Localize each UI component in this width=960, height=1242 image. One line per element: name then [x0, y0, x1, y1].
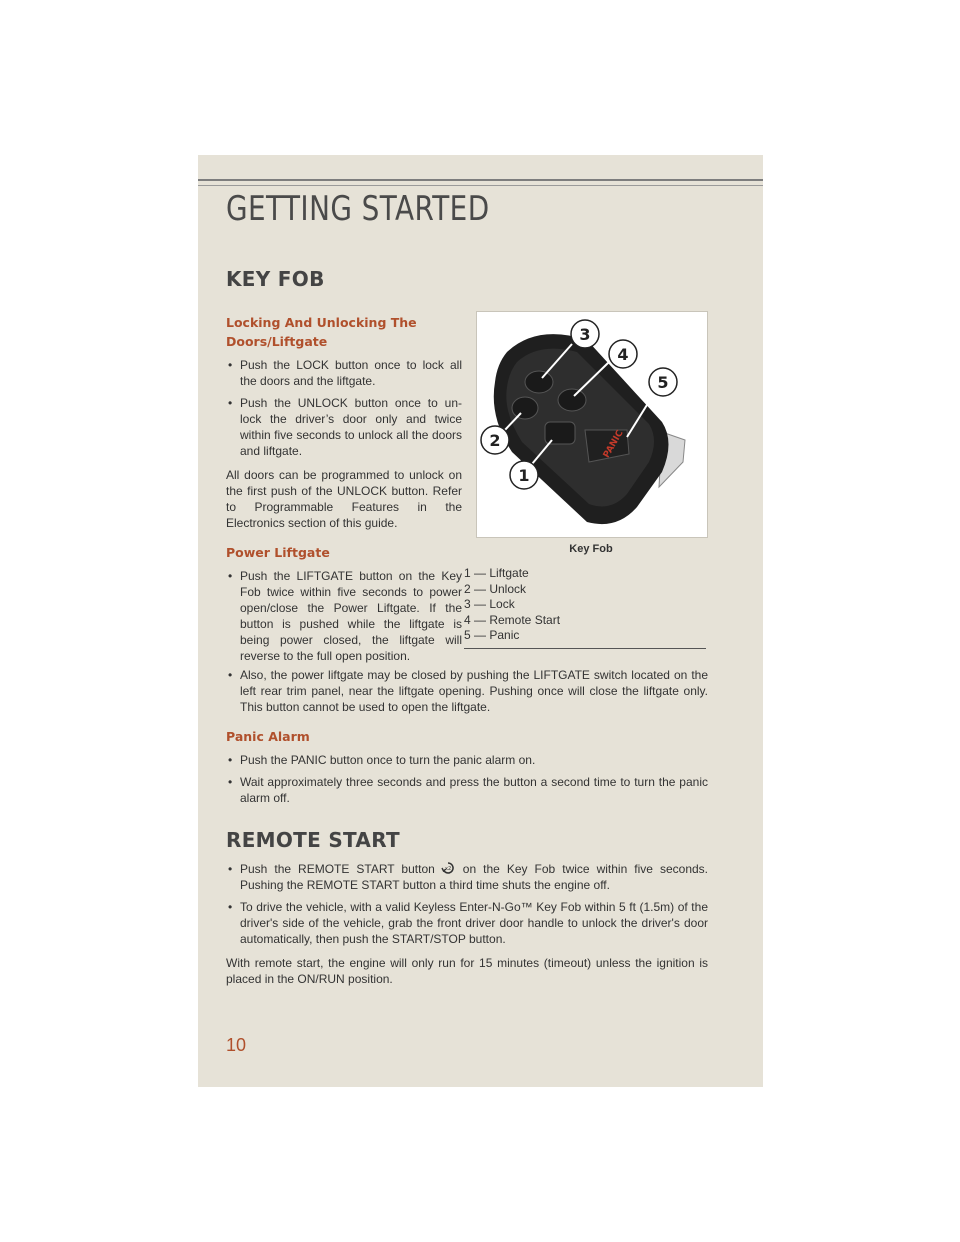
- list-item: • Push the LIFTGATE button on the Key Fob twice within five seconds to power open/close the Power Liftgate. If the button is pushed while the liftgate is being power closed, the liftgate will reverse to the full open position.: [226, 568, 462, 664]
- power-liftgate-list-2: [226, 667, 708, 715]
- callout-3: [571, 320, 599, 348]
- panic-alarm-heading: Panic Alarm: [226, 729, 310, 744]
- remote-start-paragraph: With remote start, the engine will only run for 15 minutes (timeout) unless the ignition is placed in the ON/RUN position.: [226, 956, 708, 986]
- header-rule-thin: [198, 185, 763, 186]
- list-item: [226, 861, 708, 893]
- locking-heading-line1: Locking And Unlocking The: [226, 315, 417, 330]
- locking-paragraph: All doors can be programmed to unlock on the first push of the UNLOCK button. Refer to Programmable Features in the Electronics section of this guide.: [226, 468, 462, 530]
- key-fob-figure: [476, 311, 708, 538]
- svg-text:x2: x2: [444, 866, 451, 872]
- remote-start-section: [226, 855, 708, 995]
- svg-text:3: 3: [579, 325, 591, 344]
- panic-alarm-list: [226, 752, 708, 806]
- legend-item: 4 — Remote Start: [464, 612, 561, 627]
- legend-item: 5 — Panic: [464, 628, 520, 642]
- manual-page: [198, 155, 763, 1087]
- figure-legend: [464, 566, 706, 649]
- list-item: • Push the LOCK button once to lock all the doors and the liftgate.: [226, 357, 462, 389]
- list-item: • Also, the power liftgate may be closed by pushing the LIFTGATE switch located on the left rear trim panel, near the liftgate opening. Pushing once will close the liftgate only. This button cannot be used to open the liftgate.: [226, 667, 708, 715]
- liftgate-continued: [226, 667, 708, 812]
- callout-1: [510, 461, 538, 489]
- remote-start-heading: REMOTE START: [226, 828, 400, 852]
- list-item: • Push the PANIC button once to turn the panic alarm on.: [226, 752, 708, 768]
- power-liftgate-heading: Power Liftgate: [226, 545, 330, 560]
- callout-2: [481, 426, 509, 454]
- key-fob-illustration: [477, 312, 707, 537]
- svg-text:4: 4: [617, 345, 629, 364]
- list-item: • Wait approximately three seconds and press the button a second time to turn the panic alarm off.: [226, 774, 708, 806]
- remote-start-list: [226, 861, 708, 947]
- page-number: 10: [226, 1035, 247, 1055]
- legend-item: 2 — Unlock: [464, 581, 527, 596]
- locking-heading-line2: Doors/Liftgate: [226, 334, 328, 349]
- list-item: • To drive the vehicle, with a valid Keyless Enter-N-Go™ Key Fob within 5 ft (1.5m) of the driver's side of the vehicle, grab the front driver door handle to unlock the driver's door automatically, then push the START/STOP button.: [226, 899, 708, 947]
- svg-text:5: 5: [657, 373, 669, 392]
- callout-5: [649, 368, 677, 396]
- svg-text:2: 2: [489, 431, 501, 450]
- list-item: • Push the UNLOCK button once to un-lock the driver’s door only and twice within five seconds to unlock all the doors and liftgate.: [226, 395, 462, 459]
- figure-caption: Key Fob: [569, 543, 613, 555]
- power-liftgate-list: [226, 568, 462, 664]
- remote-start-text-post: on the Key Fob twice within five seconds. Pushing the REMOTE START button a third time shuts the engine off.: [240, 862, 708, 892]
- section-title: GETTING STARTED: [226, 189, 490, 229]
- key-fob-heading: KEY FOB: [226, 267, 325, 291]
- legend-item: 1 — Liftgate: [464, 566, 529, 580]
- panic-label: PANIC: [601, 428, 626, 460]
- remote-start-icon: [441, 861, 455, 875]
- svg-text:1: 1: [518, 466, 530, 485]
- locking-list: [226, 357, 462, 459]
- locking-section: [226, 313, 462, 670]
- legend-item: 3 — Lock: [464, 597, 515, 611]
- remote-start-text-pre: Push the REMOTE START button: [240, 862, 435, 876]
- header-rule: [198, 179, 763, 181]
- callout-4: [609, 340, 637, 368]
- locking-heading: [226, 313, 462, 351]
